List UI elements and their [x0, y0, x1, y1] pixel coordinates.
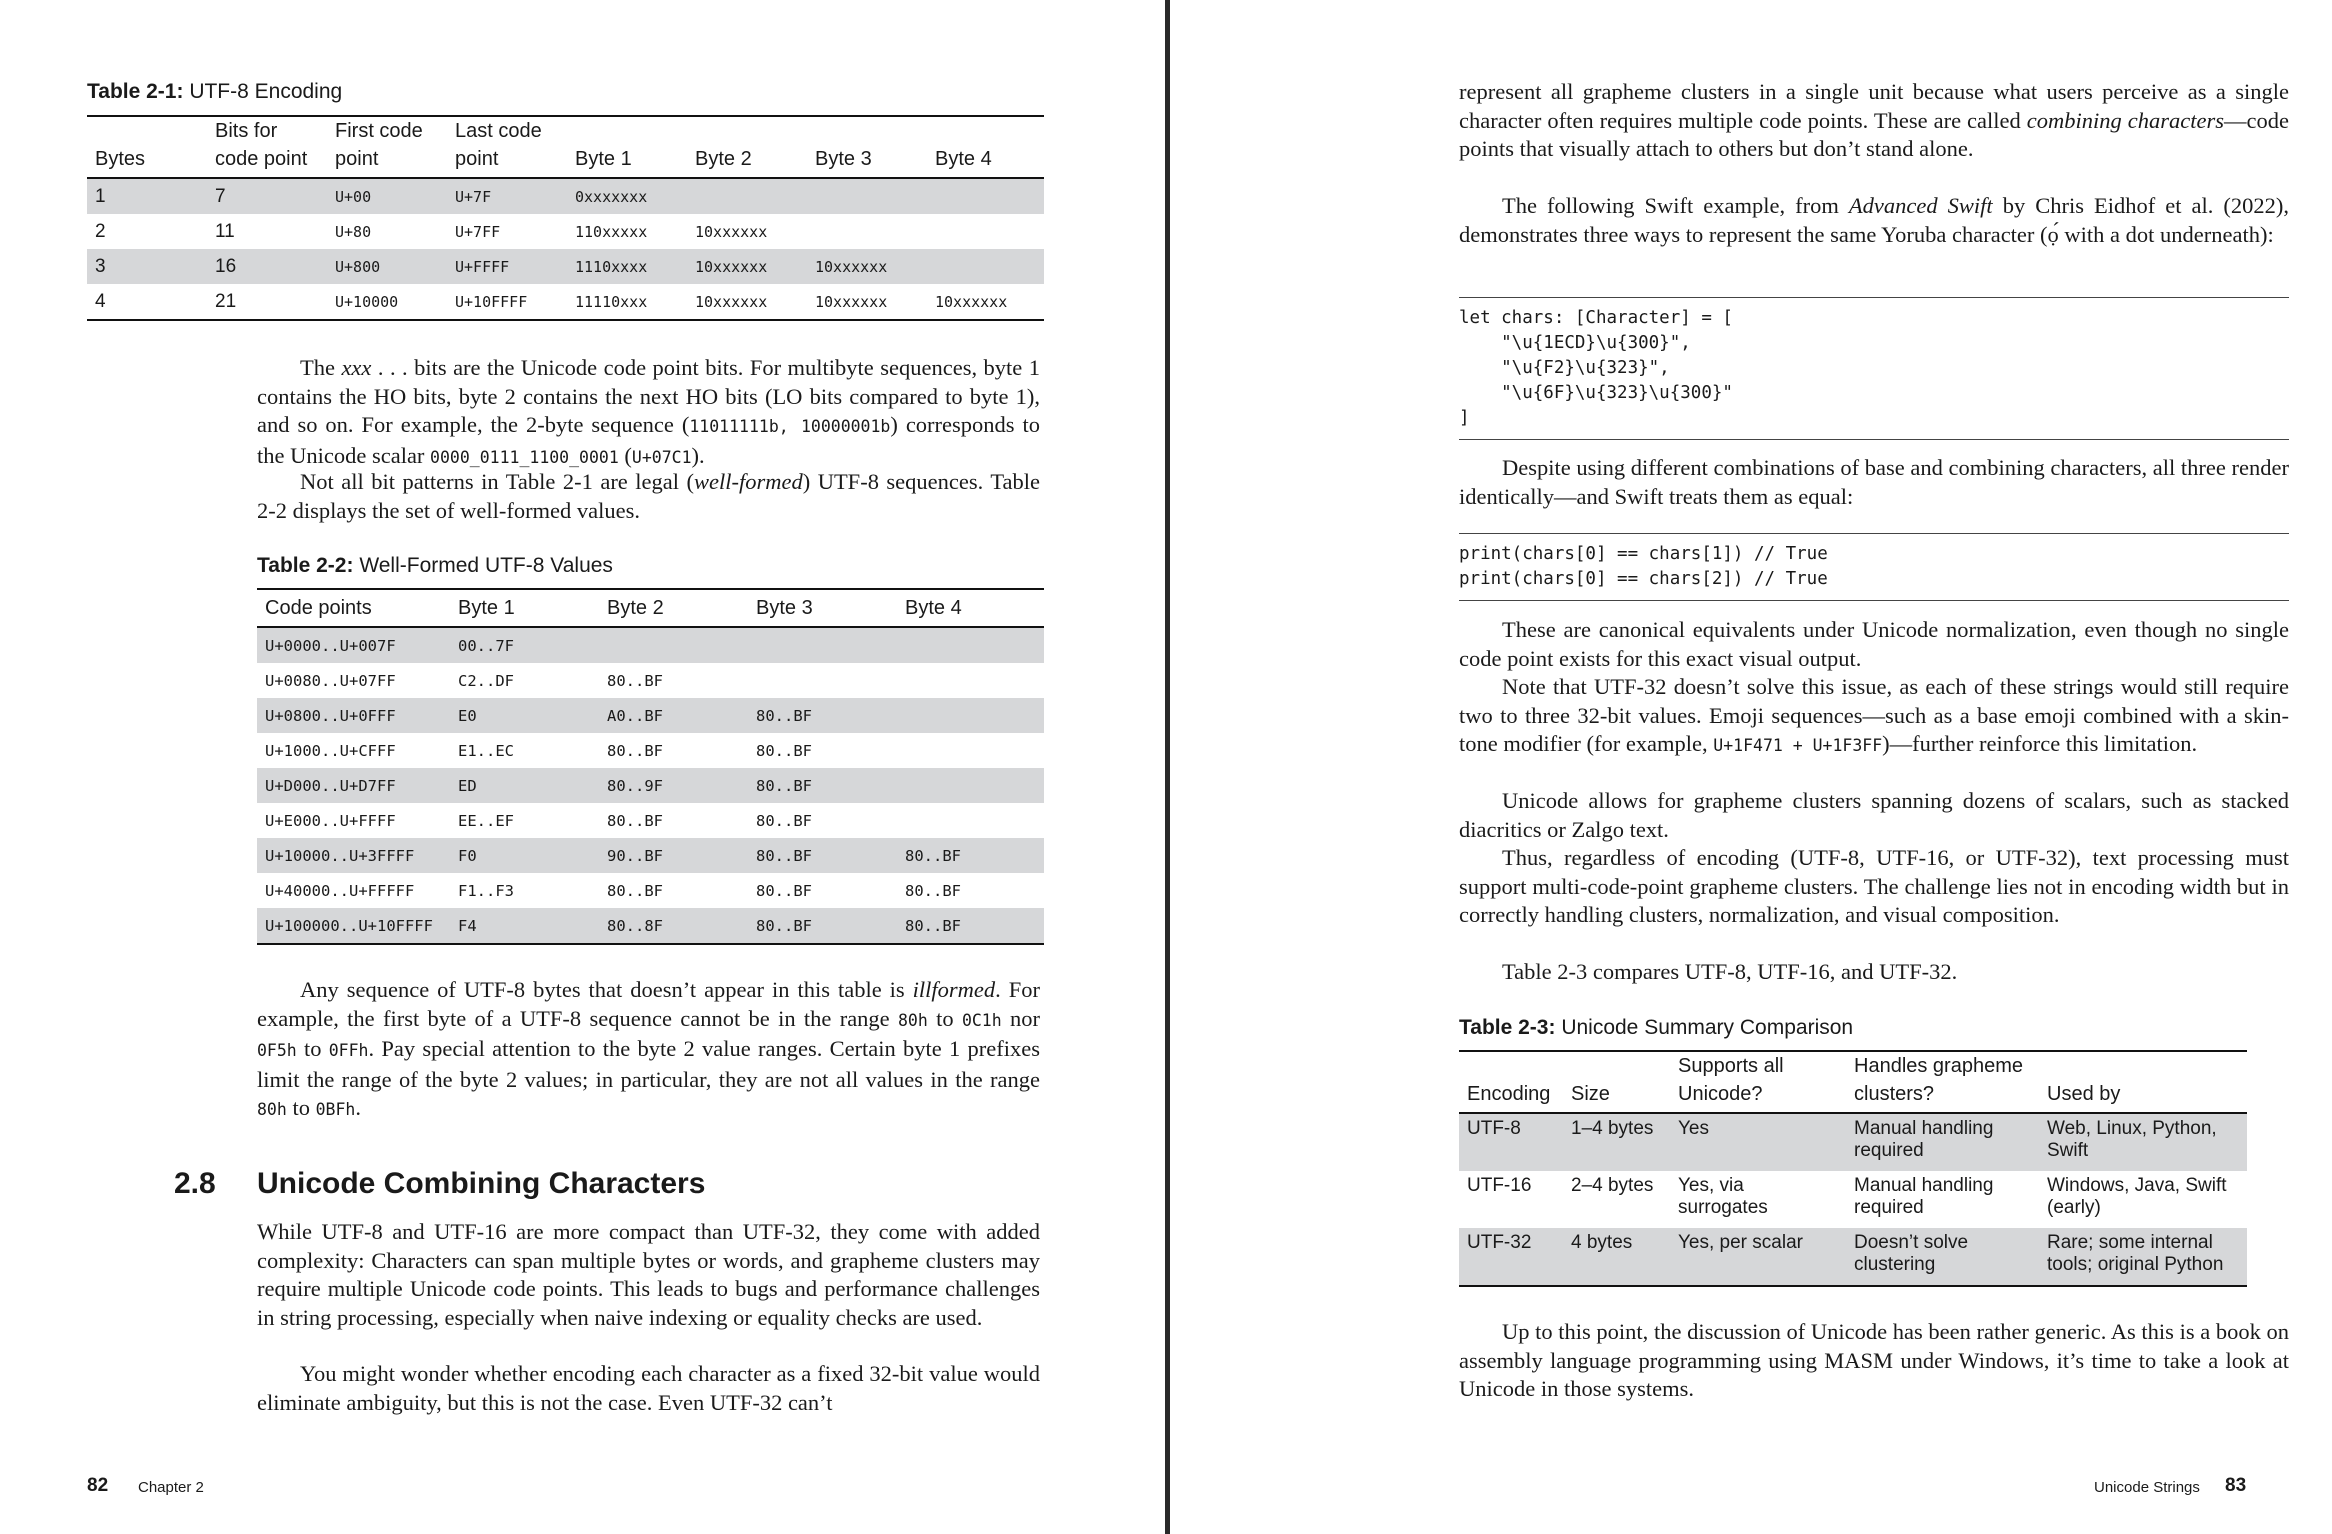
table-cell: 90..BF	[599, 838, 748, 873]
table-cell: Manual handling required	[1846, 1113, 2039, 1171]
section-number: 2.8	[174, 1167, 216, 1200]
table-row	[257, 768, 1044, 803]
table-cell: Yes, per scalar	[1670, 1228, 1846, 1286]
table-cell: 11	[215, 220, 235, 242]
table-cell: 10xxxxxx	[687, 249, 807, 284]
table-cell: 110xxxxx	[575, 222, 648, 241]
table-cell: 10xxxxxx	[935, 292, 1008, 311]
header-cell: First code point	[335, 120, 423, 170]
table-2-3	[1459, 1050, 2247, 1287]
page-number: 83	[2225, 1475, 2247, 1496]
table-cell: 1–4 bytes	[1563, 1113, 1670, 1171]
table-cell: 16	[207, 249, 327, 284]
table-row	[257, 803, 1044, 838]
table-cell: Manual handling required	[1854, 1175, 1994, 1218]
table-cell: 10xxxxxx	[695, 292, 768, 311]
table-cell: U+7F	[447, 178, 567, 214]
header-cell: Code points	[265, 597, 372, 619]
table-cell: 80..BF	[756, 811, 812, 830]
table-cell: U+800	[327, 249, 447, 284]
table-cell: 2–4 bytes	[1571, 1175, 1654, 1196]
table-cell: 80..BF	[748, 768, 897, 803]
table-cell	[897, 768, 1044, 803]
header-cell: Bytes	[95, 148, 146, 170]
table-cell: F1..F3	[458, 881, 514, 900]
table-cell: 2	[95, 220, 106, 242]
header-cell: Byte 4	[935, 148, 992, 170]
table-cell: C2..DF	[458, 671, 514, 690]
table-cell: 80..BF	[905, 881, 961, 900]
table-cell	[807, 214, 927, 249]
paragraph-well-formed: Not all bit patterns in Table 2-1 are legal (well-formed) UTF-8 sequences. Table 2-2 displays the set of well-formed values.	[257, 469, 1040, 523]
code-block-chars: let chars: [Character] = [ "\u{1ECD}\u{300}", "\u{F2}\u{323}", "\u{6F}\u{323}\u{300}" ]	[1459, 297, 2289, 440]
paragraph-zalgo: Unicode allows for grapheme clusters spanning dozens of scalars, such as stacked diacritics or Zalgo text.	[1459, 788, 2289, 842]
table-row	[87, 214, 1044, 249]
paragraph-canonical: These are canonical equivalents under Unicode normalization, even though no single code point exists for this exact visual output.	[1459, 617, 2289, 671]
header-cell: Byte 3	[815, 148, 872, 170]
table-cell	[927, 249, 1044, 284]
table-cell: U+0800..U+0FFF	[257, 698, 450, 733]
table-cell: 3	[87, 249, 207, 284]
header-cell: Encoding	[1467, 1083, 1551, 1105]
header-cell: Byte 3	[756, 597, 813, 619]
table-cell: A0..BF	[599, 698, 748, 733]
header-cell: Handles grapheme clusters?	[1854, 1055, 2023, 1105]
table-cell	[748, 663, 897, 698]
header-cell: Bits for code point	[215, 120, 308, 170]
table-cell: 7	[207, 178, 327, 214]
table-cell: 80..BF	[756, 741, 812, 760]
table-cell: 80..BF	[897, 838, 1044, 873]
table-cell: U+100000..U+10FFFF	[257, 908, 450, 944]
table-cell	[897, 733, 1044, 768]
table-cell: 80..BF	[748, 698, 897, 733]
running-head: Unicode Strings	[2094, 1479, 2200, 1496]
table-cell: F4	[450, 908, 599, 944]
table-cell: UTF-32	[1459, 1228, 1563, 1286]
header-cell: Byte 2	[607, 597, 664, 619]
paragraph-grapheme-clusters: represent all grapheme clusters in a single unit because what users perceive as a single character often requires multiple code points. These are called combining characters—code points that visually attach to others but don’t stand alone.	[1459, 79, 2289, 161]
table-cell: 80..BF	[756, 881, 812, 900]
paragraph-regardless: Thus, regardless of encoding (UTF-8, UTF-16, or UTF-32), text processing must support multi-code-point grapheme clusters. The challenge lies not in encoding width but in correctly handling clusters, normalization, and visual composition.	[1459, 845, 2289, 927]
table-cell	[687, 178, 807, 214]
table-cell	[897, 627, 1044, 663]
table-cell: E0	[450, 698, 599, 733]
header-cell: Byte 1	[458, 597, 515, 619]
table-row	[257, 873, 1044, 908]
right-page	[1170, 0, 2332, 1534]
table-cell: 80..BF	[748, 838, 897, 873]
table-cell	[807, 178, 927, 214]
table-cell: 80..BF	[897, 908, 1044, 944]
table-cell: Web, Linux, Python, Swift	[2039, 1113, 2247, 1171]
table-cell: U+0000..U+007F	[257, 627, 450, 663]
table-cell	[897, 803, 1044, 838]
table-row	[1459, 1228, 2247, 1286]
table-row	[257, 627, 1044, 663]
paragraph-fixed-32bit: You might wonder whether encoding each character as a fixed 32-bit value would eliminate ambiguity, but this is not the case. Even UTF-32 can’t	[257, 1361, 1040, 1415]
table-cell: 1	[87, 178, 207, 214]
table-cell: 80..BF	[607, 881, 663, 900]
table-cell: U+10FFFF	[455, 292, 528, 311]
paragraph-swift-example: The following Swift example, from Advanced Swift by Chris Eidhof et al. (2022), demonstrates three ways to represent the same Yoruba character (ọ́ with a dot underneath):	[1459, 193, 2290, 247]
header-cell: Last code point	[455, 120, 542, 170]
table-header-row	[1459, 1051, 2247, 1113]
table-cell: 80..9F	[599, 768, 748, 803]
table-cell: UTF-8	[1459, 1113, 1563, 1171]
table-cell: EE..EF	[458, 811, 514, 830]
paragraph-utf32-note: Note that UTF-32 doesn’t solve this issue, as each of these strings would still require two to three 32-bit values. Emoji sequences—such as a base emoji combined with a skin-tone modifier (for example, U+1F471 + U+1F3FF)—further reinforce this limitation.	[1459, 674, 2289, 756]
table-cell: U+80	[335, 222, 372, 241]
table-row	[257, 838, 1044, 873]
table-row	[257, 733, 1044, 768]
header-cell: Size	[1571, 1083, 1610, 1105]
table-cell: E1..EC	[458, 741, 514, 760]
table-row	[257, 663, 1044, 698]
table-cell: 10xxxxxx	[807, 249, 927, 284]
running-head: Chapter 2	[138, 1479, 204, 1496]
table-cell: 1110xxxx	[567, 249, 687, 284]
table-2-1-caption: Table 2-1: UTF-8 Encoding	[87, 80, 343, 103]
table-cell: 4	[95, 290, 106, 312]
table-cell: 4 bytes	[1563, 1228, 1670, 1286]
table-2-3-caption: Table 2-3: Unicode Summary Comparison	[1459, 1016, 1854, 1039]
table-cell: 10xxxxxx	[815, 292, 888, 311]
table-row	[257, 698, 1044, 733]
table-cell: 80..BF	[607, 671, 663, 690]
table-cell: Windows, Java, Swift (early)	[2047, 1175, 2227, 1218]
table-cell: U+7FF	[455, 222, 501, 241]
table-cell: U+10000	[335, 292, 399, 311]
table-row	[87, 284, 1044, 320]
table-cell	[599, 627, 748, 663]
code-block-print: print(chars[0] == chars[1]) // True print(chars[0] == chars[2]) // True	[1459, 533, 2289, 601]
table-cell: U+1000..U+CFFF	[265, 741, 396, 760]
table-cell: Yes, via surrogates	[1678, 1175, 1768, 1218]
table-cell: 10xxxxxx	[695, 222, 768, 241]
table-cell: 80..8F	[599, 908, 748, 944]
table-row	[1459, 1113, 2247, 1171]
table-cell	[927, 178, 1044, 214]
section-title: Unicode Combining Characters	[257, 1167, 706, 1200]
table-cell: 21	[215, 290, 237, 312]
paragraph-table-ref: Table 2-3 compares UTF-8, UTF-16, and UTF-32.	[1502, 959, 1958, 984]
table-row	[1459, 1171, 2247, 1228]
table-header-row	[87, 116, 1044, 178]
table-row	[87, 178, 1044, 214]
table-cell	[927, 214, 1044, 249]
table-header-row	[257, 589, 1044, 627]
header-cell: Byte 4	[905, 597, 962, 619]
table-cell: Yes	[1670, 1113, 1846, 1171]
table-cell: U+40000..U+FFFFF	[265, 881, 415, 900]
table-2-2	[257, 588, 1044, 945]
table-row	[87, 249, 1044, 284]
table-cell: U+D000..U+D7FF	[257, 768, 450, 803]
table-cell: Doesn’t solve clustering	[1846, 1228, 2039, 1286]
table-cell: 80..BF	[607, 811, 663, 830]
table-cell: U+00	[327, 178, 447, 214]
table-cell: 80..BF	[607, 741, 663, 760]
table-cell	[748, 627, 897, 663]
page-number: 82	[87, 1475, 109, 1496]
table-cell: U+E000..U+FFFF	[265, 811, 396, 830]
header-cell: Used by	[2047, 1083, 2121, 1105]
table-cell: 11110xxx	[575, 292, 648, 311]
table-cell: 0xxxxxxx	[567, 178, 687, 214]
paragraph-compact-encodings: While UTF-8 and UTF-16 are more compact than UTF-32, they come with added complexity: Characters can span multiple bytes or words, and grapheme clusters may require multiple Unicode code points. This leads to bugs and performance challenges in string processing, especially when naive indexing or equality checks are used.	[257, 1219, 1040, 1330]
table-cell: 80..BF	[748, 908, 897, 944]
paragraph-bit-explanation: The xxx . . . bits are the Unicode code point bits. For multibyte sequences, byte 1 contains the HO bits, byte 2 contains the next HO bits (LO bits compared to byte 1), and so on. For example, the 2-byte sequence (11011111b, 10000001b) corresponds to the Unicode scalar 0000_0111_1100_0001 (U+07C1).	[257, 355, 1041, 468]
header-cell: Byte 1	[575, 148, 632, 170]
table-cell: U+0080..U+07FF	[265, 671, 396, 690]
table-cell	[897, 663, 1044, 698]
table-cell: U+FFFF	[447, 249, 567, 284]
table-cell: F0	[450, 838, 599, 873]
table-2-2-caption: Table 2-2: Well-Formed UTF-8 Values	[257, 554, 613, 577]
header-cell: Byte 2	[695, 148, 752, 170]
table-cell: U+10000..U+3FFFF	[257, 838, 450, 873]
table-cell: Rare; some internal tools; original Python	[2039, 1228, 2247, 1286]
table-cell: 00..7F	[450, 627, 599, 663]
table-2-1	[87, 115, 1044, 321]
table-cell	[897, 698, 1044, 733]
paragraph-despite: Despite using different combinations of base and combining characters, all three render identically—and Swift treats them as equal:	[1459, 455, 2289, 509]
header-cell: Supports all Unicode?	[1678, 1055, 1784, 1105]
paragraph-illformed: Any sequence of UTF-8 bytes that doesn’t appear in this table is illformed. For example, the first byte of a UTF-8 sequence cannot be in the range 80h to 0C1h nor 0F5h to 0FFh. Pay special attention to the byte 2 value ranges. Certain byte 1 prefixes limit the range of the byte 2 values; in particular, they are not all values in the range 80h to 0BFh.	[257, 977, 1040, 1120]
table-cell: UTF-16	[1467, 1175, 1532, 1196]
table-cell: ED	[450, 768, 599, 803]
paragraph-masm-windows: Up to this point, the discussion of Unicode has been rather generic. As this is a book on assembly language programming using MASM under Windows, it’s time to take a look at Unicode in those systems.	[1459, 1319, 2289, 1401]
table-row	[257, 908, 1044, 944]
